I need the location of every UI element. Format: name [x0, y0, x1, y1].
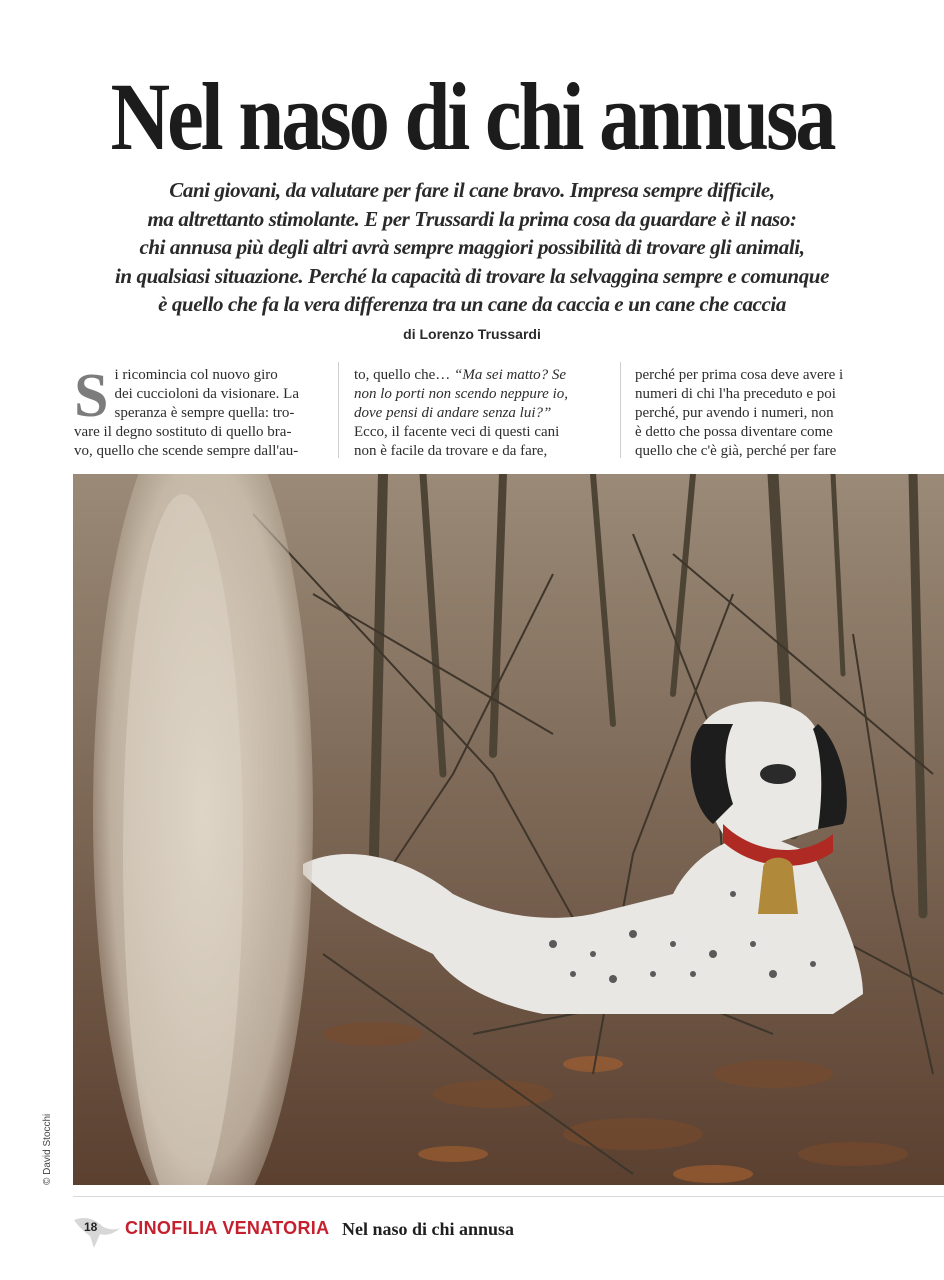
body-line: i ricomincia col nuovo giro [114, 367, 278, 383]
body-quote-line: non lo porti non scendo neppure io, [354, 386, 569, 402]
byline: di Lorenzo Trussardi [403, 326, 541, 342]
page-number: 18 [84, 1220, 98, 1234]
dek-line: ma altrettanto stimolante. E per Trussardi la prima cosa da guardare è il naso: [147, 206, 797, 231]
dropcap: S [74, 362, 109, 430]
body-line: vare il degno sostituto di quello bra- [74, 424, 292, 440]
article-photo [73, 474, 944, 1185]
body-line: numeri di chi l'ha preceduto e poi [635, 386, 836, 402]
dek-line: in qualsiasi situazione. Perché la capacità di trovare la selvaggina sempre e comunque [114, 263, 829, 288]
section-label: CINOFILIA VENATORIA [125, 1218, 330, 1238]
body-line: è detto che possa diventare come [635, 424, 833, 440]
body-text: to, quello che… [354, 367, 454, 383]
body-line: quello che c'è già, perché per fare [635, 443, 837, 459]
body-line: non è facile da trovare e da fare, [354, 443, 548, 459]
body-column-1 [74, 362, 319, 461]
footer-divider [73, 1196, 944, 1197]
dek-line: chi annusa più degli altri avrà sempre maggiori possibilità di trovare gli animali, [139, 235, 805, 259]
body-line: speranza è sempre quella: tro- [114, 405, 295, 421]
body-column-2 [354, 366, 599, 461]
body-quote: “Ma sei matto? Se [453, 367, 567, 383]
body-quote-line: dove pensi di andare senza lui?” [354, 405, 552, 421]
article-dek [60, 176, 884, 319]
body-line: vo, quello che scende sempre dall'au- [74, 443, 299, 459]
body-line [354, 366, 599, 385]
photo-credit: © David Stocchi [42, 1113, 53, 1185]
running-title: Nel naso di chi annusa [342, 1219, 515, 1239]
body-line: dei cuccioloni da visionare. La [114, 386, 299, 402]
body-column-3 [635, 366, 880, 461]
column-divider [620, 362, 621, 458]
article-title: Nel naso di chi annusa [110, 63, 834, 170]
dog-in-woods-illustration [73, 474, 944, 1185]
column-divider [338, 362, 339, 458]
dek-line: è quello che fa la vera differenza tra un cane da caccia e un cane che caccia [158, 292, 786, 316]
body-line: perché, pur avendo i numeri, non [635, 405, 834, 421]
body-line: Ecco, il facente veci di questi cani [354, 424, 560, 440]
body-line: perché per prima cosa deve avere i [635, 367, 844, 383]
dek-line: Cani giovani, da valutare per fare il cane bravo. Impresa sempre difficile, [169, 178, 775, 202]
